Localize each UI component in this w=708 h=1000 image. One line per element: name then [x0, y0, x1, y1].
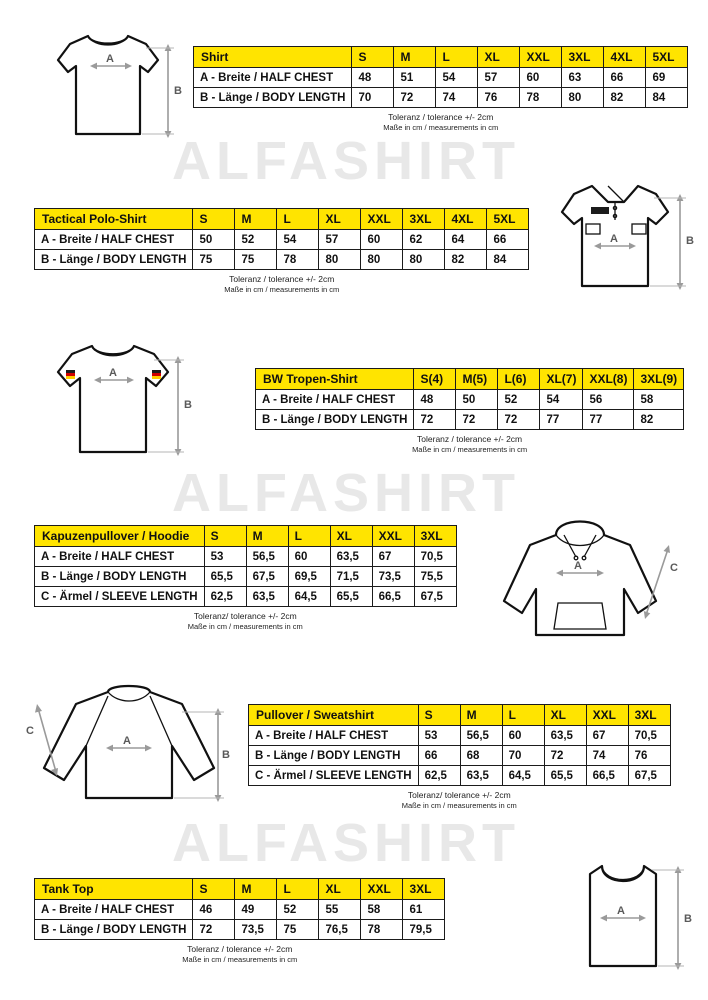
- size-header: 3XL: [562, 47, 604, 68]
- cell: 54: [540, 390, 583, 410]
- cell: 74: [586, 746, 628, 766]
- table-header-row: [35, 209, 529, 230]
- size-header: XXL: [361, 209, 403, 230]
- table-row: [256, 410, 684, 430]
- figure-label-b: B: [222, 749, 230, 761]
- size-header: L: [288, 526, 330, 547]
- cell: 67,5: [628, 766, 670, 786]
- cell: 52: [235, 230, 277, 250]
- measurement-label: B - Länge / BODY LENGTH: [35, 920, 193, 940]
- tolerance-line-2: Maße in cm / measurements in cm: [412, 444, 528, 454]
- cell: 60: [288, 547, 330, 567]
- tolerance-line-1: Toleranz / tolerance +/- 2cm: [388, 112, 494, 122]
- cell: 70: [502, 746, 544, 766]
- cell: 57: [319, 230, 361, 250]
- cell: 52: [498, 390, 540, 410]
- cell: 80: [562, 88, 604, 108]
- table-row: [35, 567, 457, 587]
- cell: 67: [372, 547, 414, 567]
- cell: 84: [487, 250, 529, 270]
- size-header: S: [193, 209, 235, 230]
- cell: 72: [193, 920, 235, 940]
- table-row: [35, 250, 529, 270]
- cell: 79,5: [403, 920, 445, 940]
- cell: 77: [583, 410, 634, 430]
- size-header: S: [418, 705, 460, 726]
- size-header: XL: [330, 526, 372, 547]
- figure-pullover-sweatshirt: [22, 672, 237, 812]
- cell: 66,5: [372, 587, 414, 607]
- tolerance-line-2: Maße in cm / measurements in cm: [182, 954, 298, 964]
- table-header-row: [35, 879, 445, 900]
- size-header: 3XL: [403, 879, 445, 900]
- table-row: [249, 746, 671, 766]
- tolerance-line-1: Toleranz / tolerance +/- 2cm: [187, 944, 293, 954]
- table-header-row: [194, 47, 688, 68]
- table-title: Tank Top: [35, 879, 193, 900]
- size-header: XXL: [586, 705, 628, 726]
- table-kapuzenpullover-hoodie: [34, 525, 457, 631]
- cell: 72: [498, 410, 540, 430]
- cell: 66: [487, 230, 529, 250]
- size-header: 3XL: [628, 705, 670, 726]
- cell: 75: [277, 920, 319, 940]
- size-header: XXL: [520, 47, 562, 68]
- figure-label-a: A: [574, 560, 582, 572]
- cell: 50: [456, 390, 498, 410]
- tolerance-note: [34, 944, 445, 964]
- table-tactical-polo-shirt: [34, 208, 529, 294]
- cell: 52: [277, 900, 319, 920]
- size-table: [248, 704, 671, 786]
- measurement-label: A - Breite / HALF CHEST: [35, 547, 205, 567]
- size-header: XL(7): [540, 369, 583, 390]
- table-bw-tropen-shirt: [255, 368, 684, 454]
- cell: 67,5: [414, 587, 456, 607]
- cell: 65,5: [204, 567, 246, 587]
- cell: 64,5: [288, 587, 330, 607]
- cell: 60: [502, 726, 544, 746]
- cell: 70,5: [628, 726, 670, 746]
- watermark-middle: ALFASHIRT: [172, 463, 520, 523]
- tolerance-line-2: Maße in cm / measurements in cm: [187, 621, 303, 631]
- tolerance-line-1: Toleranz / tolerance +/- 2cm: [229, 274, 335, 284]
- tolerance-line-2: Maße in cm / measurements in cm: [383, 122, 499, 132]
- figure-label-a: A: [106, 53, 114, 65]
- table-row: [256, 390, 684, 410]
- measurement-label: A - Breite / HALF CHEST: [256, 390, 414, 410]
- cell: 75: [193, 250, 235, 270]
- table-row: [35, 547, 457, 567]
- measurement-label: B - Länge / BODY LENGTH: [256, 410, 414, 430]
- size-header: S(4): [414, 369, 456, 390]
- cell: 60: [520, 68, 562, 88]
- cell: 62,5: [204, 587, 246, 607]
- cell: 72: [544, 746, 586, 766]
- figure-label-a: A: [610, 233, 618, 245]
- watermark-top: ALFASHIRT: [172, 131, 520, 191]
- table-title: Shirt: [194, 47, 352, 68]
- cell: 66,5: [586, 766, 628, 786]
- size-header: 4XL: [445, 209, 487, 230]
- size-header: 3XL: [414, 526, 456, 547]
- cell: 82: [634, 410, 684, 430]
- cell: 76: [478, 88, 520, 108]
- cell: 69: [646, 68, 688, 88]
- cell: 66: [604, 68, 646, 88]
- size-header: M(5): [456, 369, 498, 390]
- size-header: XL: [544, 705, 586, 726]
- cell: 80: [403, 250, 445, 270]
- cell: 75: [235, 250, 277, 270]
- cell: 68: [460, 746, 502, 766]
- cell: 58: [634, 390, 684, 410]
- cell: 53: [418, 726, 460, 746]
- table-row: [35, 230, 529, 250]
- figure-label-c: C: [670, 562, 678, 574]
- cell: 69,5: [288, 567, 330, 587]
- cell: 54: [277, 230, 319, 250]
- size-header: L(6): [498, 369, 540, 390]
- table-tank-top: [34, 878, 445, 964]
- watermark-bottom: ALFASHIRT: [172, 813, 520, 873]
- size-header: XXL(8): [583, 369, 634, 390]
- measurement-label: A - Breite / HALF CHEST: [35, 230, 193, 250]
- tolerance-note: [248, 790, 671, 810]
- cell: 48: [414, 390, 456, 410]
- table-row: [194, 68, 688, 88]
- size-header: 4XL: [604, 47, 646, 68]
- tolerance-note: [193, 112, 688, 132]
- table-row: [35, 920, 445, 940]
- tolerance-note: [255, 434, 684, 454]
- cell: 56,5: [246, 547, 288, 567]
- cell: 76: [628, 746, 670, 766]
- cell: 67,5: [246, 567, 288, 587]
- size-table: [193, 46, 688, 108]
- table-row: [35, 900, 445, 920]
- size-header: 3XL(9): [634, 369, 684, 390]
- size-header: L: [277, 879, 319, 900]
- figure-label-a: A: [123, 735, 131, 747]
- cell: 64: [445, 230, 487, 250]
- table-title: BW Tropen-Shirt: [256, 369, 414, 390]
- cell: 72: [456, 410, 498, 430]
- cell: 84: [646, 88, 688, 108]
- size-table: [34, 208, 529, 270]
- figure-kapuzenpullover-hoodie: [480, 505, 690, 645]
- size-header: L: [277, 209, 319, 230]
- size-header: 5XL: [646, 47, 688, 68]
- size-header: M: [460, 705, 502, 726]
- cell: 48: [352, 68, 394, 88]
- cell: 66: [418, 746, 460, 766]
- table-header-row: [256, 369, 684, 390]
- cell: 80: [319, 250, 361, 270]
- size-header: 5XL: [487, 209, 529, 230]
- cell: 75,5: [414, 567, 456, 587]
- measurement-label: A - Breite / HALF CHEST: [194, 68, 352, 88]
- size-header: S: [204, 526, 246, 547]
- tolerance-line-1: Toleranz/ tolerance +/- 2cm: [407, 790, 511, 800]
- cell: 78: [361, 920, 403, 940]
- tolerance-line-1: Toleranz / tolerance +/- 2cm: [417, 434, 523, 444]
- cell: 63,5: [544, 726, 586, 746]
- tolerance-line-1: Toleranz/ tolerance +/- 2cm: [193, 611, 297, 621]
- cell: 70: [352, 88, 394, 108]
- cell: 46: [193, 900, 235, 920]
- size-header: M: [394, 47, 436, 68]
- cell: 61: [403, 900, 445, 920]
- cell: 65,5: [330, 587, 372, 607]
- size-header: 3XL: [403, 209, 445, 230]
- measurement-label: A - Breite / HALF CHEST: [35, 900, 193, 920]
- figure-label-b: B: [184, 399, 192, 411]
- figure-tank-top: [556, 848, 696, 978]
- cell: 49: [235, 900, 277, 920]
- measurement-label: C - Ärmel / SLEEVE LENGTH: [35, 587, 205, 607]
- table-header-row: [35, 526, 457, 547]
- size-header: S: [352, 47, 394, 68]
- cell: 62: [403, 230, 445, 250]
- cell: 73,5: [235, 920, 277, 940]
- cell: 56: [583, 390, 634, 410]
- german-flag-left-sleeve: [66, 370, 75, 379]
- size-header: XXL: [372, 526, 414, 547]
- figure-label-a: A: [617, 905, 625, 917]
- cell: 78: [277, 250, 319, 270]
- cell: 80: [361, 250, 403, 270]
- size-header: M: [235, 209, 277, 230]
- size-table: [34, 525, 457, 607]
- size-header: XL: [319, 879, 361, 900]
- size-header: XL: [319, 209, 361, 230]
- table-pullover-sweatshirt: [248, 704, 671, 810]
- cell: 56,5: [460, 726, 502, 746]
- cell: 50: [193, 230, 235, 250]
- cell: 63,5: [460, 766, 502, 786]
- cell: 53: [204, 547, 246, 567]
- cell: 55: [319, 900, 361, 920]
- tolerance-note: [34, 274, 529, 294]
- cell: 73,5: [372, 567, 414, 587]
- cell: 82: [604, 88, 646, 108]
- size-table: [34, 878, 445, 940]
- size-header: L: [502, 705, 544, 726]
- cell: 78: [520, 88, 562, 108]
- cell: 74: [436, 88, 478, 108]
- measurement-label: B - Länge / BODY LENGTH: [35, 567, 205, 587]
- figure-shirt: [28, 22, 188, 150]
- size-header: M: [246, 526, 288, 547]
- tolerance-line-2: Maße in cm / measurements in cm: [401, 800, 517, 810]
- cell: 70,5: [414, 547, 456, 567]
- table-header-row: [249, 705, 671, 726]
- table-row: [249, 726, 671, 746]
- table-row: [35, 587, 457, 607]
- table-title: Tactical Polo-Shirt: [35, 209, 193, 230]
- measurement-label: B - Länge / BODY LENGTH: [194, 88, 352, 108]
- cell: 65,5: [544, 766, 586, 786]
- cell: 60: [361, 230, 403, 250]
- figure-label-b: B: [686, 235, 694, 247]
- cell: 57: [478, 68, 520, 88]
- tolerance-note: [34, 611, 457, 631]
- measurement-label: C - Ärmel / SLEEVE LENGTH: [249, 766, 419, 786]
- measurement-label: B - Länge / BODY LENGTH: [249, 746, 419, 766]
- cell: 62,5: [418, 766, 460, 786]
- table-row: [194, 88, 688, 108]
- cell: 54: [436, 68, 478, 88]
- table-shirt: [193, 46, 688, 132]
- cell: 72: [414, 410, 456, 430]
- figure-tactical-polo-shirt: [540, 168, 700, 298]
- figure-label-b: B: [684, 913, 692, 925]
- cell: 77: [540, 410, 583, 430]
- table-title: Kapuzenpullover / Hoodie: [35, 526, 205, 547]
- size-header: L: [436, 47, 478, 68]
- measurement-label: A - Breite / HALF CHEST: [249, 726, 419, 746]
- cell: 58: [361, 900, 403, 920]
- figure-bw-tropen-shirt: [28, 330, 198, 470]
- size-header: M: [235, 879, 277, 900]
- table-title: Pullover / Sweatshirt: [249, 705, 419, 726]
- german-flag-right-sleeve: [152, 370, 161, 379]
- cell: 82: [445, 250, 487, 270]
- cell: 64,5: [502, 766, 544, 786]
- table-row: [249, 766, 671, 786]
- tolerance-line-2: Maße in cm / measurements in cm: [224, 284, 340, 294]
- figure-label-c: C: [26, 725, 34, 737]
- figure-label-a: A: [109, 367, 117, 379]
- cell: 63,5: [330, 547, 372, 567]
- cell: 67: [586, 726, 628, 746]
- cell: 76,5: [319, 920, 361, 940]
- figure-label-b: B: [174, 85, 182, 97]
- size-header: XXL: [361, 879, 403, 900]
- cell: 63: [562, 68, 604, 88]
- cell: 63,5: [246, 587, 288, 607]
- cell: 71,5: [330, 567, 372, 587]
- size-header: XL: [478, 47, 520, 68]
- size-table: [255, 368, 684, 430]
- size-header: S: [193, 879, 235, 900]
- cell: 51: [394, 68, 436, 88]
- measurement-label: B - Länge / BODY LENGTH: [35, 250, 193, 270]
- cell: 72: [394, 88, 436, 108]
